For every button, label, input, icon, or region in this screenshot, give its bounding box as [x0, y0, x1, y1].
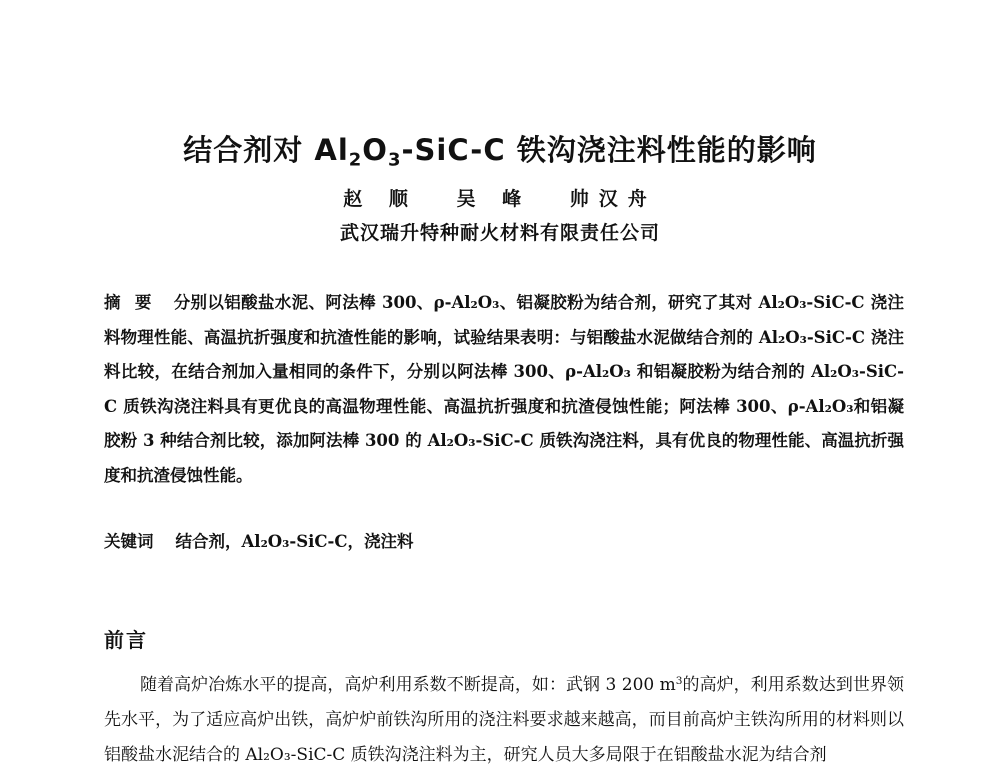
keywords-body: 结合剂，Al₂O₃-SiC-C，浇注料	[175, 532, 414, 551]
author-name: 赵 顺	[343, 188, 418, 210]
keywords	[104, 528, 904, 552]
author-name: 吴 峰	[456, 188, 532, 210]
abstract	[104, 286, 904, 494]
author-name: 帅汉舟	[569, 188, 657, 210]
author-list	[0, 184, 1000, 211]
section-heading: 前言	[104, 628, 148, 652]
affiliation: 武汉瑞升特种耐火材料有限责任公司	[339, 222, 660, 244]
abstract-label: 摘要	[104, 293, 166, 312]
abstract-body: 分别以铝酸盐水泥、阿法棒 300、ρ-Al₂O₃、铝凝胶粉为结合剂，研究了其对 Al₂O₃-SiC-C 浇注料物理性能、高温抗折强度和抗渣性能的影响，试验结果表明：与铝酸盐水泥做结合剂的 Al₂O₃-SiC-C 浇注料比较，在结合剂加入量相同的条件下，分别以阿法棒 300、ρ-Al₂O₃ 和铝凝胶粉为结合剂的 Al₂O₃-SiC-C 质铁沟浇注料具有更优良的高温物理性能、高温抗折强度和抗渣侵蚀性能；阿法棒 300、ρ-Al₂O₃和铝凝胶粉 3 种结合剂比较，添加阿法棒 300 的 Al₂O₃-SiC-C 质铁沟浇注料，具有优良的物理性能、高温抗折强度和抗渣侵蚀性能。	[104, 293, 905, 485]
paper-title: 结合剂对 $Al_2O_3-SiC-C$ 铁沟浇注料性能的影响	[183, 133, 817, 171]
keywords-label: 关键词	[104, 532, 154, 551]
intro-paragraph: 随着高炉冶炼水平的提高，高炉利用系数不断提高，如：武钢 3 200 $m^3$的高炉，利用系数达到世界领先水平，为了适应高炉出铁，高炉炉前铁沟所用的浇注料要求越来越高，而目前高炉主铁沟所用的材料则以铝酸盐水泥结合的 Al₂O₃-SiC-C 质铁沟浇注料为主，研究人员大多局限于在铝酸盐水泥为结合剂	[104, 675, 904, 765]
